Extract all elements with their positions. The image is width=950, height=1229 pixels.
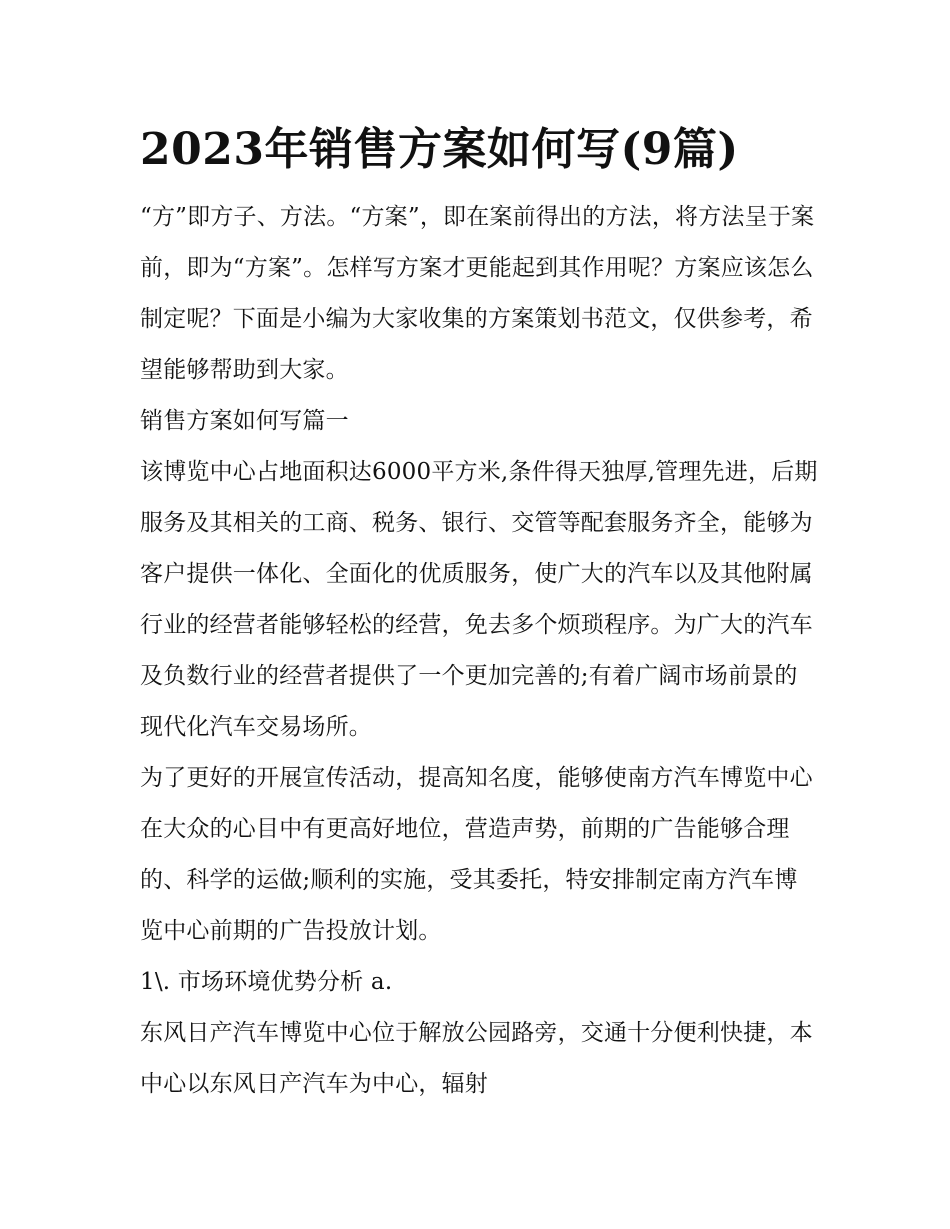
body-paragraph: 东风日产汽车博览中心位于解放公园路旁，交通十分便利快捷，本中心以东风日产汽车为中心，辐射	[140, 1020, 813, 1097]
body-paragraph: 为了更好的开展宣传活动，提高知名度，能够使南方汽车博览中心在大众的心目中有更高好地位，营造声势，前期的广告能够合理的、科学的运做;顺利的实施，受其委托，特安排制定南方汽车博览中心前期的广告投放计划。	[140, 765, 813, 944]
intro-paragraph: “方”即方子、方法。“方案”，即在案前得出的方法，将方法呈于案前，即为“方案”。怎样写方案才更能起到其作用呢？方案应该怎么制定呢？下面是小编为大家收集的方案策划书范文，仅供参考，希望能够帮助到大家。	[140, 204, 815, 383]
subsection-heading: 1\. 市场环境优势分析 a.	[140, 969, 393, 995]
section-heading: 销售方案如何写篇一	[140, 408, 349, 434]
document-title: 2023年销售方案如何写(9篇)	[140, 124, 739, 175]
document-page	[140, 118, 820, 1110]
body-paragraph: 该博览中心占地面积达6000平方米,条件得天独厚,管理先进，后期服务及其相关的工商、税务、银行、交管等配套服务齐全，能够为客户提供一体化、全面化的优质服务，使广大的汽车以及其他附属行业的经营者能够轻松的经营，免去多个烦琐程序。为广大的汽车及负数行业的经营者提供了一个更加完善的;有着广阔市场前景的现代化汽车交易场所。	[140, 459, 818, 740]
